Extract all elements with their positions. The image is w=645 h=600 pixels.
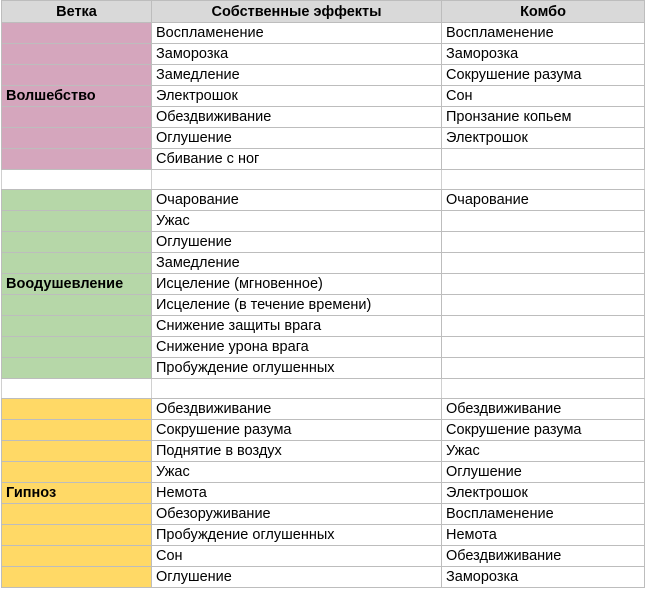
combo-cell[interactable]: [442, 274, 645, 295]
own-effect-cell[interactable]: Исцеление (в течение времени): [152, 295, 442, 316]
table-row: [2, 149, 645, 170]
branch-cell-hypnosis[interactable]: [2, 525, 152, 546]
own-effect-cell[interactable]: Оглушение: [152, 567, 442, 588]
combo-cell[interactable]: Оглушение: [442, 462, 645, 483]
branch-cell-magic[interactable]: [2, 44, 152, 65]
table-row: [2, 211, 645, 232]
branch-cell-hypnosis[interactable]: [2, 441, 152, 462]
spacer-row: [2, 170, 645, 190]
combo-cell[interactable]: [442, 253, 645, 274]
own-effect-cell[interactable]: Снижение урона врага: [152, 337, 442, 358]
combo-cell[interactable]: [442, 316, 645, 337]
combo-cell[interactable]: Очарование: [442, 190, 645, 211]
combo-cell[interactable]: Заморозка: [442, 44, 645, 65]
header-own-effects[interactable]: Собственные эффекты: [152, 1, 442, 23]
branch-cell-inspiration[interactable]: [2, 253, 152, 274]
branch-cell-inspiration[interactable]: [2, 211, 152, 232]
own-effect-cell[interactable]: Очарование: [152, 190, 442, 211]
table-row: [2, 253, 645, 274]
spacer-cell[interactable]: [2, 379, 152, 399]
combo-cell[interactable]: [442, 232, 645, 253]
table-row: [2, 316, 645, 337]
spacer-cell[interactable]: [2, 170, 152, 190]
own-effect-cell[interactable]: Пробуждение оглушенных: [152, 525, 442, 546]
table-row: [2, 504, 645, 525]
header-combo[interactable]: Комбо: [442, 1, 645, 23]
header-branch[interactable]: Ветка: [2, 1, 152, 23]
branch-cell-inspiration[interactable]: [2, 295, 152, 316]
branch-cell-inspiration[interactable]: [2, 337, 152, 358]
combo-cell[interactable]: Ужас: [442, 441, 645, 462]
own-effect-cell[interactable]: Поднятие в воздух: [152, 441, 442, 462]
header-row: [2, 1, 645, 23]
own-effect-cell[interactable]: Обезоруживание: [152, 504, 442, 525]
own-effect-cell[interactable]: Ужас: [152, 462, 442, 483]
own-effect-cell[interactable]: Замедление: [152, 65, 442, 86]
branch-cell-magic[interactable]: [2, 128, 152, 149]
own-effect-cell[interactable]: Обездвиживание: [152, 107, 442, 128]
branch-cell-hypnosis[interactable]: [2, 399, 152, 420]
combo-cell[interactable]: Электрошок: [442, 483, 645, 504]
own-effect-cell[interactable]: Оглушение: [152, 232, 442, 253]
spacer-cell[interactable]: [152, 170, 442, 190]
branch-cell-hypnosis[interactable]: [2, 546, 152, 567]
table-row: [2, 399, 645, 420]
table-row: [2, 483, 645, 504]
own-effect-cell[interactable]: Снижение защиты врага: [152, 316, 442, 337]
table-row: [2, 462, 645, 483]
branch-cell-hypnosis[interactable]: [2, 567, 152, 588]
combo-cell[interactable]: Сокрушение разума: [442, 420, 645, 441]
combo-cell[interactable]: Воспламенение: [442, 504, 645, 525]
branch-cell-inspiration[interactable]: [2, 190, 152, 211]
table-row: [2, 128, 645, 149]
own-effect-cell[interactable]: Замедление: [152, 253, 442, 274]
branch-name-magic[interactable]: Волшебство: [2, 86, 152, 107]
own-effect-cell[interactable]: Оглушение: [152, 128, 442, 149]
own-effect-cell[interactable]: Воспламенение: [152, 23, 442, 44]
table-row: [2, 190, 645, 211]
own-effect-cell[interactable]: Заморозка: [152, 44, 442, 65]
table-row: [2, 23, 645, 44]
branch-cell-hypnosis[interactable]: [2, 420, 152, 441]
branch-cell-inspiration[interactable]: [2, 358, 152, 379]
combo-cell[interactable]: Пронзание копьем: [442, 107, 645, 128]
branch-cell-magic[interactable]: [2, 65, 152, 86]
effects-table: [1, 0, 645, 588]
branch-name-inspiration[interactable]: Воодушевление: [2, 274, 152, 295]
combo-cell[interactable]: [442, 337, 645, 358]
own-effect-cell[interactable]: Немота: [152, 483, 442, 504]
combo-cell[interactable]: [442, 358, 645, 379]
table-row: [2, 546, 645, 567]
table-row: [2, 86, 645, 107]
own-effect-cell[interactable]: Исцеление (мгновенное): [152, 274, 442, 295]
own-effect-cell[interactable]: Обездвиживание: [152, 399, 442, 420]
branch-name-hypnosis[interactable]: Гипноз: [2, 483, 152, 504]
table-row: [2, 420, 645, 441]
spacer-cell[interactable]: [442, 170, 645, 190]
table-row: [2, 441, 645, 462]
branch-cell-magic[interactable]: [2, 23, 152, 44]
combo-cell[interactable]: [442, 211, 645, 232]
table-row: [2, 525, 645, 546]
combo-cell[interactable]: Заморозка: [442, 567, 645, 588]
combo-cell[interactable]: Воспламенение: [442, 23, 645, 44]
own-effect-cell[interactable]: Сокрушение разума: [152, 420, 442, 441]
combo-cell[interactable]: Обездвиживание: [442, 399, 645, 420]
table-row: [2, 337, 645, 358]
combo-cell[interactable]: Обездвиживание: [442, 546, 645, 567]
spacer-cell[interactable]: [152, 379, 442, 399]
table-row: [2, 567, 645, 588]
table-row: [2, 274, 645, 295]
combo-cell[interactable]: Сон: [442, 86, 645, 107]
table-row: [2, 107, 645, 128]
branch-cell-magic[interactable]: [2, 107, 152, 128]
branch-cell-hypnosis[interactable]: [2, 462, 152, 483]
table-row: [2, 232, 645, 253]
branch-cell-magic[interactable]: [2, 149, 152, 170]
combo-cell[interactable]: [442, 295, 645, 316]
table-row: [2, 44, 645, 65]
branch-cell-inspiration[interactable]: [2, 232, 152, 253]
own-effect-cell[interactable]: Электрошок: [152, 86, 442, 107]
spacer-cell[interactable]: [442, 379, 645, 399]
branch-cell-inspiration[interactable]: [2, 316, 152, 337]
spacer-row: [2, 379, 645, 399]
own-effect-cell[interactable]: Сбивание с ног: [152, 149, 442, 170]
own-effect-cell[interactable]: Пробуждение оглушенных: [152, 358, 442, 379]
combo-cell[interactable]: Сокрушение разума: [442, 65, 645, 86]
table-row: [2, 295, 645, 316]
own-effect-cell[interactable]: Ужас: [152, 211, 442, 232]
own-effect-cell[interactable]: Сон: [152, 546, 442, 567]
table-row: [2, 65, 645, 86]
table-row: [2, 358, 645, 379]
combo-cell[interactable]: Электрошок: [442, 128, 645, 149]
branch-cell-hypnosis[interactable]: [2, 504, 152, 525]
combo-cell[interactable]: Немота: [442, 525, 645, 546]
combo-cell[interactable]: [442, 149, 645, 170]
